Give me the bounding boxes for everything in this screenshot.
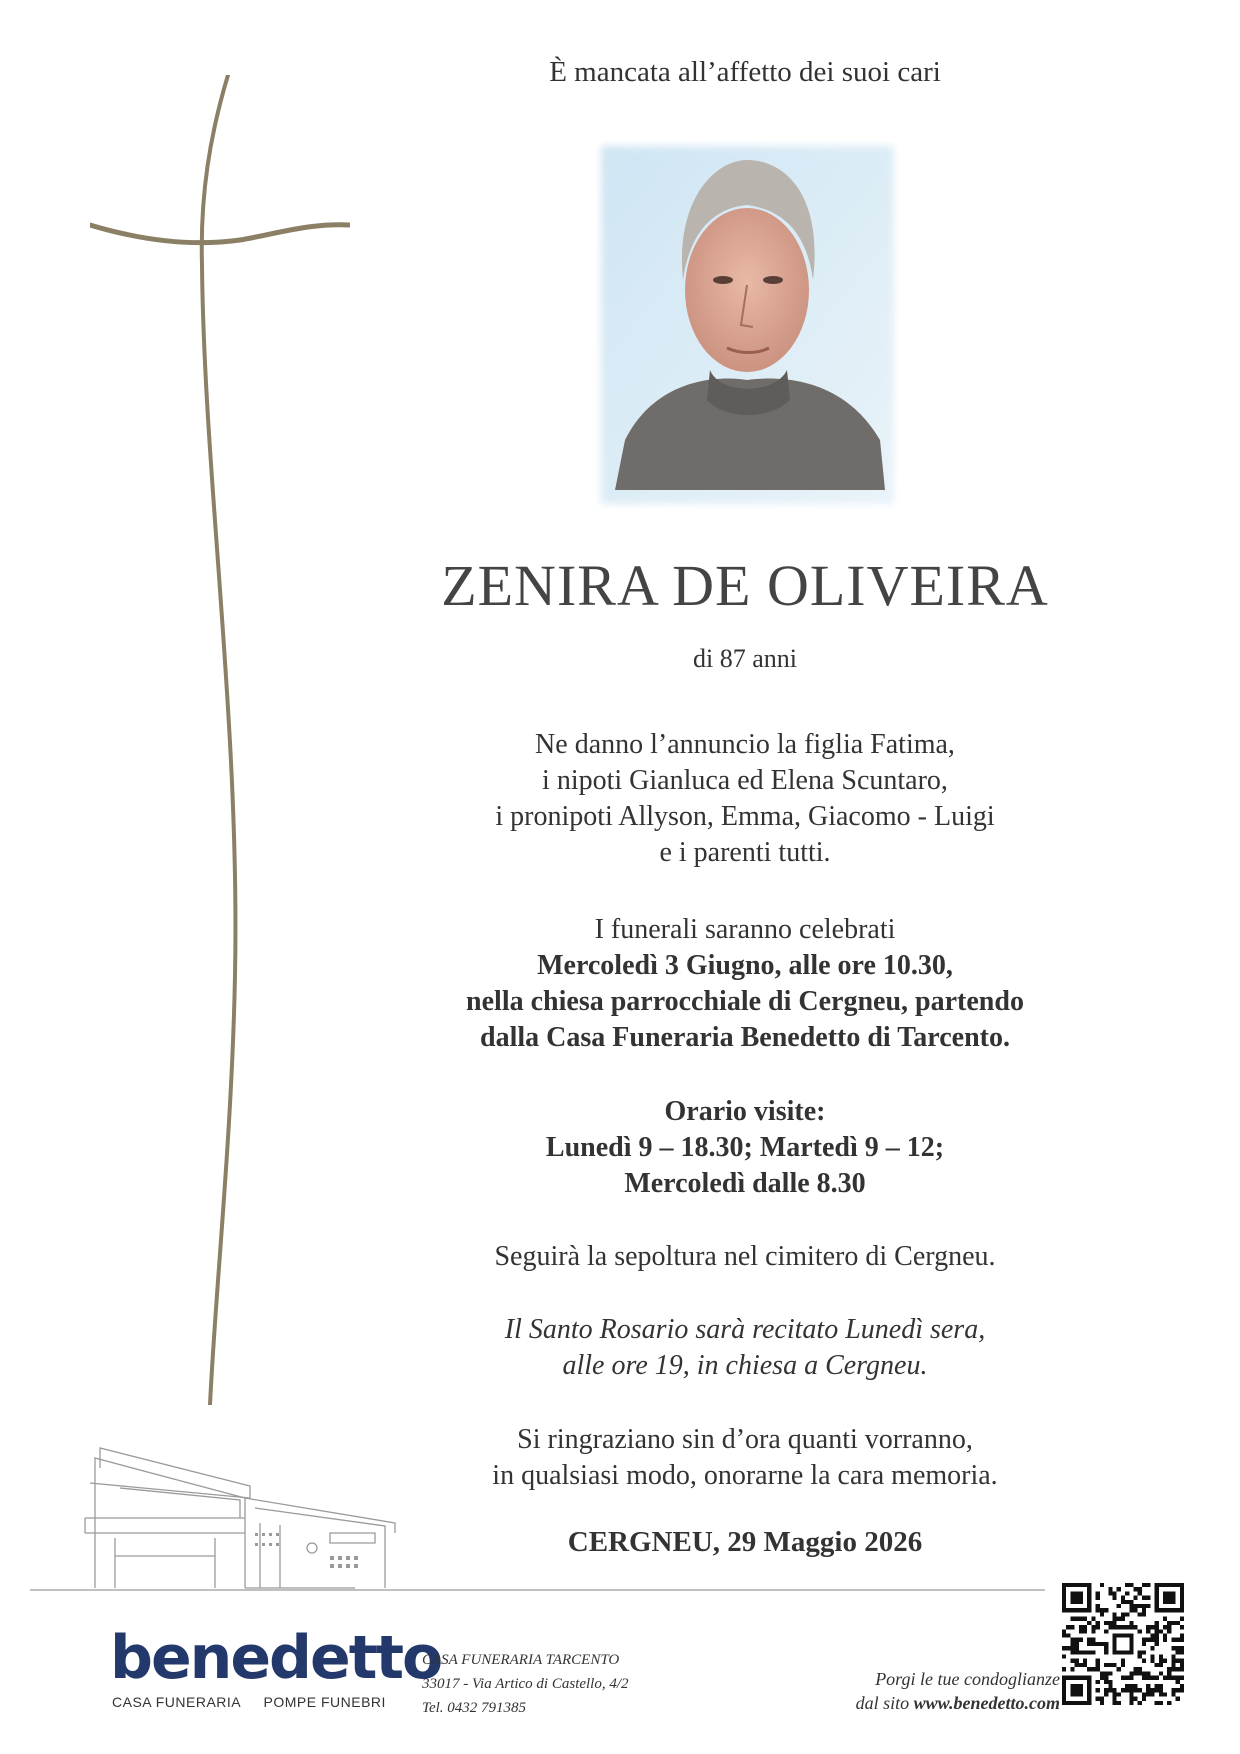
age-text: di 87 anni	[693, 644, 797, 673]
deceased-name: ZENIRA DE OLIVEIRA	[441, 553, 1049, 618]
portrait-photo	[595, 140, 900, 510]
visits-title: Orario visite:	[664, 1096, 826, 1127]
contact-info	[422, 1648, 629, 1720]
thanks-line: in qualsiasi modo, onorarne la cara memoria.	[492, 1460, 998, 1491]
contact-name: CASA FUNERARIA TARCENTO	[422, 1652, 620, 1668]
contact-address: 33017 - Via Artico di Castello, 4/2	[422, 1676, 629, 1692]
logo-subtitle-2: POMPE FUNEBRI	[263, 1694, 386, 1710]
funeral-from: dalla Casa Funeraria Benedetto di Tarcento.	[480, 1022, 1010, 1053]
visits-line: Mercoledì dalle 8.30	[624, 1168, 866, 1199]
intro-text: È mancata all’affetto dei suoi cari	[549, 56, 941, 88]
family-line: i nipoti Gianluca ed Elena Scuntaro,	[542, 765, 948, 796]
website-link[interactable]: www.benedetto.com	[913, 1693, 1060, 1713]
logo-subtitle-1: CASA FUNERARIA	[112, 1694, 242, 1710]
rosary-text	[400, 1312, 1090, 1384]
family-line: i pronipoti Allyson, Emma, Giacomo - Luigi	[495, 801, 995, 832]
condolences-line-2	[760, 1691, 1060, 1715]
rosary-line: alle ore 19, in chiesa a Cergneu.	[562, 1350, 928, 1381]
thanks-line: Si ringraziano sin d’ora quanti vorranno,	[517, 1424, 973, 1455]
benedetto-logo: benedetto	[110, 1623, 442, 1693]
funeral-place: nella chiesa parrocchiale di Cergneu, partendo	[466, 986, 1024, 1017]
funeral-date: Mercoledì 3 Giugno, alle ore 10.30,	[537, 950, 953, 981]
building-illustration	[30, 1438, 1045, 1608]
cross-icon	[90, 75, 350, 1405]
visits-line: Lunedì 9 – 18.30; Martedì 9 – 12;	[545, 1132, 945, 1163]
visiting-hours	[400, 1094, 1090, 1202]
logo-subtitle	[112, 1694, 404, 1710]
family-line: Ne danno l’annuncio la figlia Fatima,	[535, 729, 955, 760]
condolences-line: Porgi le tue condoglianze	[875, 1669, 1060, 1689]
funeral-intro: I funerali saranno celebrati	[594, 914, 896, 945]
rosary-line: Il Santo Rosario sarà recitato Lunedì sera,	[504, 1314, 986, 1345]
burial-text: Seguirà la sepoltura nel cimitero di Cergneu.	[494, 1241, 996, 1272]
funeral-details	[400, 912, 1090, 1056]
place-date: CERGNEU, 29 Maggio 2026	[567, 1526, 923, 1558]
contact-phone: Tel. 0432 791385	[422, 1700, 527, 1716]
condolences-text	[760, 1667, 1060, 1715]
family-line: e i parenti tutti.	[659, 837, 831, 868]
qr-code[interactable]	[1062, 1583, 1184, 1705]
family-announcement	[400, 727, 1090, 871]
condolences-prefix: dal sito	[855, 1693, 914, 1713]
